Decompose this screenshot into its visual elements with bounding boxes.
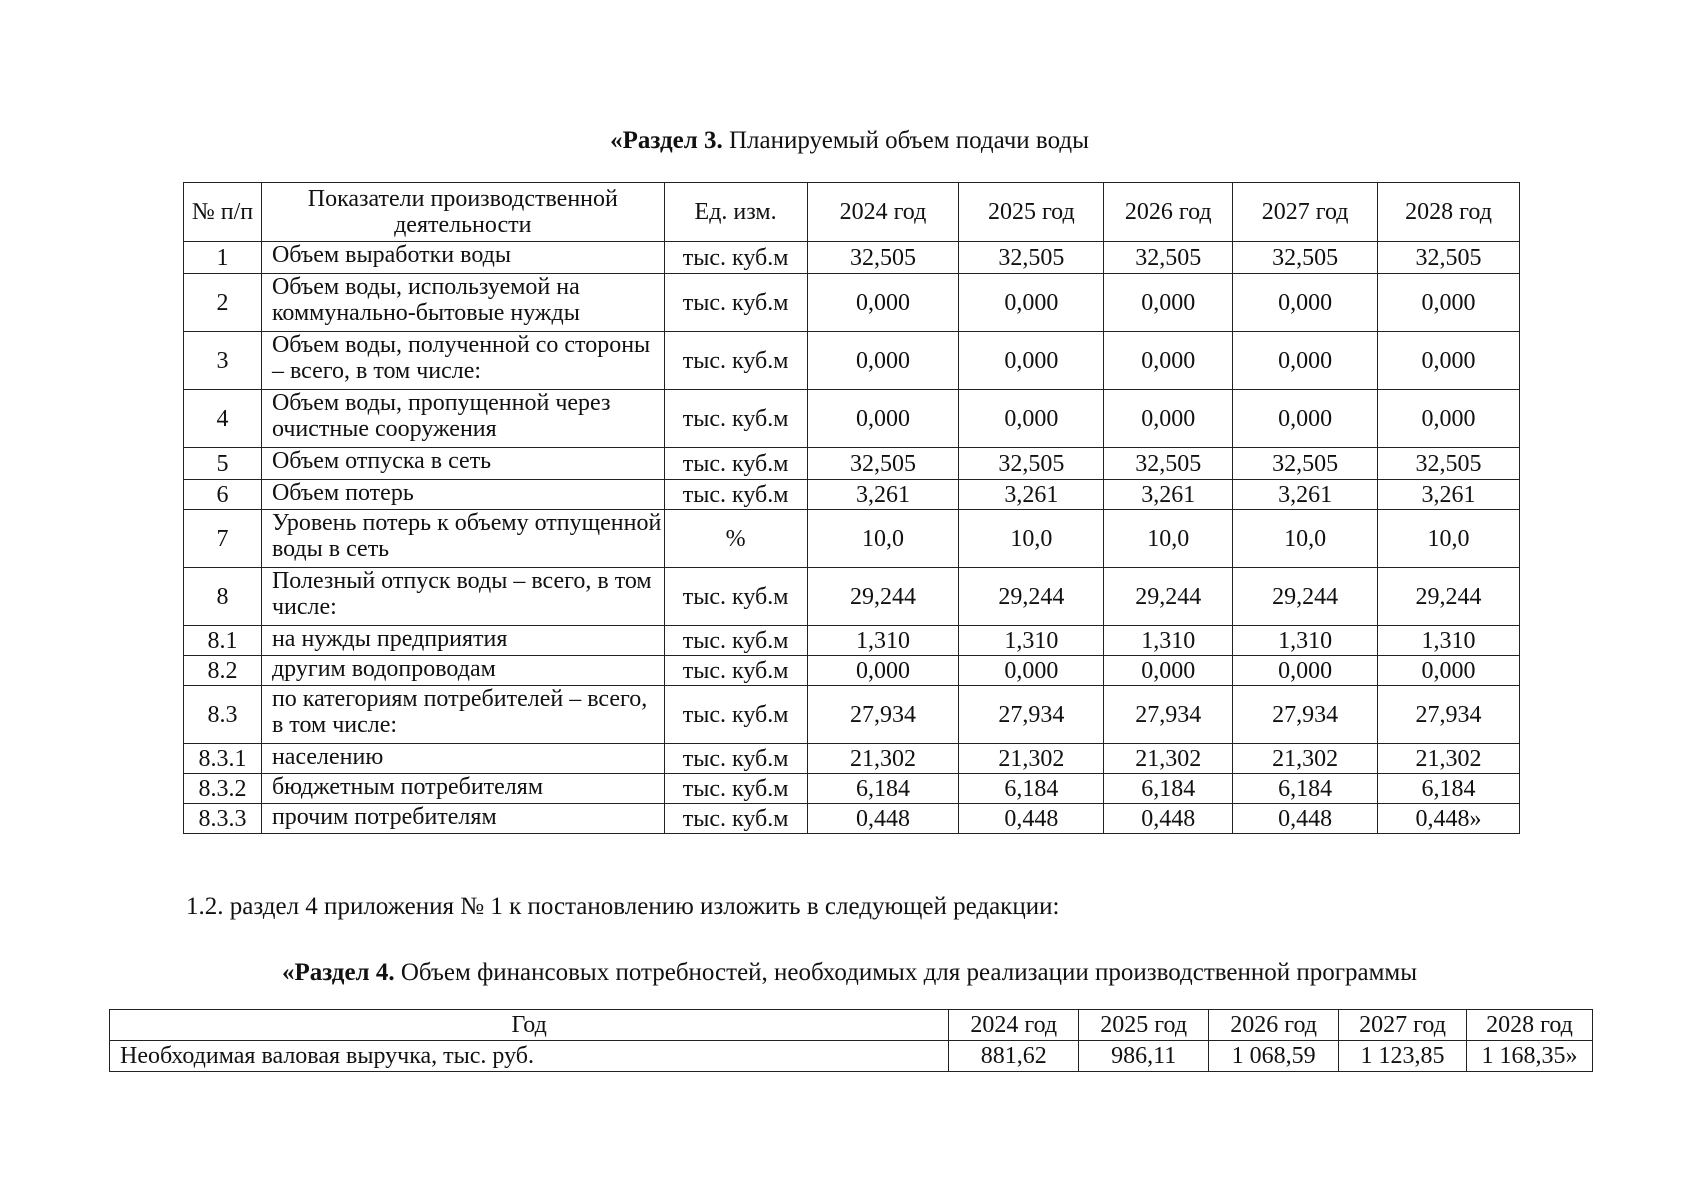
row-label: Необходимая валовая выручка, тыс. руб. xyxy=(110,1041,949,1072)
cell-value: 21,302 xyxy=(807,744,959,774)
header-year: 2028 год xyxy=(1467,1010,1593,1041)
cell-value: 10,0 xyxy=(1233,510,1378,568)
row-unit: % xyxy=(664,510,807,568)
cell-value: 986,11 xyxy=(1079,1041,1209,1072)
row-name: другим водопроводам xyxy=(261,656,664,686)
section-3-title xyxy=(0,126,1699,156)
cell-value: 3,261 xyxy=(807,480,959,510)
row-number: 5 xyxy=(184,448,262,480)
table-row xyxy=(184,242,1520,274)
cell-value: 3,261 xyxy=(1233,480,1378,510)
cell-value: 1 123,85 xyxy=(1339,1041,1467,1072)
cell-value: 29,244 xyxy=(1378,568,1520,626)
cell-value: 0,448 xyxy=(807,804,959,834)
row-name: населению xyxy=(261,744,664,774)
row-number: 1 xyxy=(184,242,262,274)
cell-value: 10,0 xyxy=(1104,510,1233,568)
cell-value: 10,0 xyxy=(1378,510,1520,568)
header-unit: Ед. изм. xyxy=(664,183,807,242)
row-unit: тыс. куб.м xyxy=(664,626,807,656)
header-year: 2028 год xyxy=(1378,183,1520,242)
header-num: № п/п xyxy=(184,183,262,242)
financial-needs-table xyxy=(109,1009,1593,1072)
cell-value: 29,244 xyxy=(807,568,959,626)
row-number: 4 xyxy=(184,390,262,448)
table-header-row xyxy=(184,183,1520,242)
cell-value: 32,505 xyxy=(959,448,1104,480)
cell-value: 0,000 xyxy=(1378,656,1520,686)
cell-value: 32,505 xyxy=(1104,242,1233,274)
row-number: 8.3.2 xyxy=(184,774,262,804)
cell-value: 0,000 xyxy=(1378,274,1520,332)
cell-value: 32,505 xyxy=(1233,242,1378,274)
table-row xyxy=(184,390,1520,448)
row-unit: тыс. куб.м xyxy=(664,390,807,448)
cell-value: 6,184 xyxy=(807,774,959,804)
cell-value: 0,000 xyxy=(1104,390,1233,448)
cell-value: 0,000 xyxy=(1233,390,1378,448)
water-supply-table xyxy=(183,182,1520,834)
row-name: Объем воды, полученной со стороны – всего, в том числе: xyxy=(261,332,664,390)
cell-value: 29,244 xyxy=(1104,568,1233,626)
table-row xyxy=(110,1041,1593,1072)
cell-value: 0,000 xyxy=(1233,274,1378,332)
row-unit: тыс. куб.м xyxy=(664,804,807,834)
section-4-title-text: Объем финансовых потребностей, необходимых для реализации производственной программы xyxy=(394,959,1418,986)
cell-value: 1,310 xyxy=(959,626,1104,656)
cell-value: 21,302 xyxy=(1233,744,1378,774)
section-3-title-bold: «Раздел 3. xyxy=(610,127,723,154)
table-row xyxy=(184,774,1520,804)
table-row xyxy=(184,480,1520,510)
table-row xyxy=(184,332,1520,390)
header-year: 2025 год xyxy=(1079,1010,1209,1041)
cell-value: 32,505 xyxy=(807,448,959,480)
table-row xyxy=(184,274,1520,332)
cell-value: 27,934 xyxy=(1378,686,1520,744)
header-year: 2024 год xyxy=(807,183,959,242)
row-number: 2 xyxy=(184,274,262,332)
cell-value: 32,505 xyxy=(1233,448,1378,480)
cell-value: 6,184 xyxy=(959,774,1104,804)
row-name: прочим потребителям xyxy=(261,804,664,834)
header-year: 2027 год xyxy=(1233,183,1378,242)
cell-value: 6,184 xyxy=(1378,774,1520,804)
row-unit: тыс. куб.м xyxy=(664,568,807,626)
cell-value: 21,302 xyxy=(1378,744,1520,774)
header-year: 2026 год xyxy=(1209,1010,1339,1041)
cell-value: 0,000 xyxy=(1104,274,1233,332)
cell-value: 0,000 xyxy=(1104,656,1233,686)
cell-value: 32,505 xyxy=(1378,242,1520,274)
cell-value: 0,448 xyxy=(1104,804,1233,834)
row-unit: тыс. куб.м xyxy=(664,686,807,744)
row-number: 8.3 xyxy=(184,686,262,744)
row-name: Объем выработки воды xyxy=(261,242,664,274)
header-name: Показатели производственной деятельности xyxy=(261,183,664,242)
cell-value: 0,000 xyxy=(807,274,959,332)
row-number: 8.3.3 xyxy=(184,804,262,834)
cell-value: 0,000 xyxy=(959,274,1104,332)
table-row xyxy=(184,804,1520,834)
header-year: 2027 год xyxy=(1339,1010,1467,1041)
header-year: 2024 год xyxy=(949,1010,1079,1041)
table-row xyxy=(184,686,1520,744)
cell-value: 29,244 xyxy=(1233,568,1378,626)
row-number: 6 xyxy=(184,480,262,510)
row-name: Объем отпуска в сеть xyxy=(261,448,664,480)
cell-value: 21,302 xyxy=(1104,744,1233,774)
cell-value: 27,934 xyxy=(1104,686,1233,744)
cell-value: 1,310 xyxy=(1378,626,1520,656)
row-unit: тыс. куб.м xyxy=(664,480,807,510)
table-row xyxy=(184,568,1520,626)
header-year: 2025 год xyxy=(959,183,1104,242)
row-number: 8.1 xyxy=(184,626,262,656)
table-row xyxy=(184,656,1520,686)
section-3-title-text: Планируемый объем подачи воды xyxy=(722,127,1089,154)
table-row xyxy=(184,510,1520,568)
cell-value: 0,000 xyxy=(807,656,959,686)
cell-value: 0,448 xyxy=(1233,804,1378,834)
row-number: 3 xyxy=(184,332,262,390)
cell-value: 0,000 xyxy=(959,390,1104,448)
section-4-title-bold: «Раздел 4. xyxy=(281,959,395,986)
cell-value: 0,000 xyxy=(1378,390,1520,448)
row-name: Уровень потерь к объему отпущенной воды в сеть xyxy=(261,510,664,568)
cell-value: 27,934 xyxy=(807,686,959,744)
cell-value: 29,244 xyxy=(959,568,1104,626)
cell-value: 1 068,59 xyxy=(1209,1041,1339,1072)
cell-value: 0,000 xyxy=(1233,656,1378,686)
cell-value: 21,302 xyxy=(959,744,1104,774)
cell-value: 0,000 xyxy=(1233,332,1378,390)
cell-value: 0,448 xyxy=(959,804,1104,834)
row-unit: тыс. куб.м xyxy=(664,448,807,480)
cell-value: 0,000 xyxy=(959,656,1104,686)
cell-value: 6,184 xyxy=(1104,774,1233,804)
cell-value: 27,934 xyxy=(959,686,1104,744)
cell-value: 1,310 xyxy=(1233,626,1378,656)
paragraph-1-2: 1.2. раздел 4 приложения № 1 к постановлению изложить в следующей редакции: xyxy=(186,893,1060,920)
row-number: 7 xyxy=(184,510,262,568)
cell-value: 3,261 xyxy=(1104,480,1233,510)
table-row xyxy=(184,744,1520,774)
cell-value: 32,505 xyxy=(1378,448,1520,480)
table-header-row xyxy=(110,1010,1593,1041)
row-number: 8.2 xyxy=(184,656,262,686)
row-unit: тыс. куб.м xyxy=(664,744,807,774)
cell-value: 0,000 xyxy=(959,332,1104,390)
row-name: Объем потерь xyxy=(261,480,664,510)
row-name: Объем воды, пропущенной через очистные сооружения xyxy=(261,390,664,448)
table-row xyxy=(184,448,1520,480)
cell-value: 32,505 xyxy=(807,242,959,274)
cell-value: 0,000 xyxy=(1104,332,1233,390)
cell-value: 1 168,35» xyxy=(1467,1041,1593,1072)
row-unit: тыс. куб.м xyxy=(664,332,807,390)
row-name: Полезный отпуск воды – всего, в том числе: xyxy=(261,568,664,626)
cell-value: 0,448» xyxy=(1378,804,1520,834)
row-unit: тыс. куб.м xyxy=(664,774,807,804)
cell-value: 0,000 xyxy=(807,332,959,390)
header-year: 2026 год xyxy=(1104,183,1233,242)
section-4-title xyxy=(0,958,1699,988)
row-unit: тыс. куб.м xyxy=(664,656,807,686)
cell-value: 881,62 xyxy=(949,1041,1079,1072)
cell-value: 1,310 xyxy=(1104,626,1233,656)
row-name: на нужды предприятия xyxy=(261,626,664,656)
row-number: 8 xyxy=(184,568,262,626)
cell-value: 0,000 xyxy=(807,390,959,448)
cell-value: 10,0 xyxy=(959,510,1104,568)
row-number: 8.3.1 xyxy=(184,744,262,774)
header-year-label: Год xyxy=(110,1010,949,1041)
cell-value: 10,0 xyxy=(807,510,959,568)
cell-value: 1,310 xyxy=(807,626,959,656)
cell-value: 32,505 xyxy=(1104,448,1233,480)
cell-value: 0,000 xyxy=(1378,332,1520,390)
row-name: Объем воды, используемой на коммунально-бытовые нужды xyxy=(261,274,664,332)
cell-value: 3,261 xyxy=(1378,480,1520,510)
cell-value: 3,261 xyxy=(959,480,1104,510)
row-unit: тыс. куб.м xyxy=(664,274,807,332)
cell-value: 27,934 xyxy=(1233,686,1378,744)
row-name: по категориям потребителей – всего, в том числе: xyxy=(261,686,664,744)
row-unit: тыс. куб.м xyxy=(664,242,807,274)
row-name: бюджетным потребителям xyxy=(261,774,664,804)
cell-value: 6,184 xyxy=(1233,774,1378,804)
cell-value: 32,505 xyxy=(959,242,1104,274)
table-row xyxy=(184,626,1520,656)
